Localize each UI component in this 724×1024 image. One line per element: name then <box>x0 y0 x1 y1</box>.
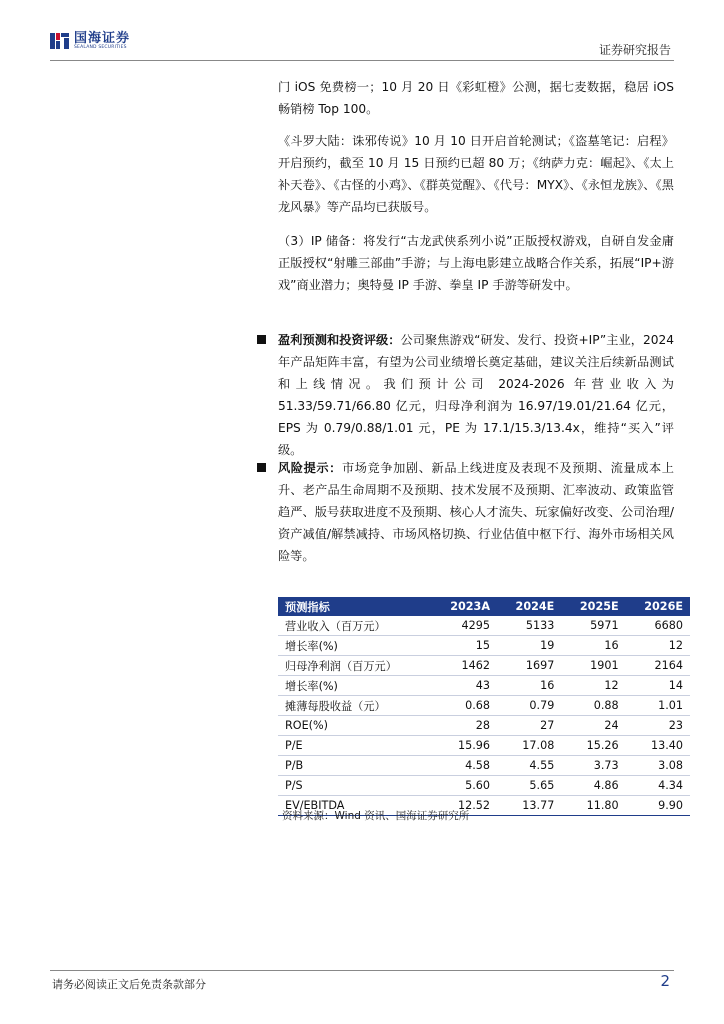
table-cell: 3.08 <box>626 756 690 776</box>
footer-divider <box>50 970 674 971</box>
table-row <box>278 656 690 676</box>
table-cell: 13.40 <box>626 736 690 756</box>
table-cell: 0.68 <box>431 696 497 716</box>
table-header-cell: 2023A <box>431 597 497 616</box>
table-cell: 4.55 <box>497 756 561 776</box>
table-row-label: ROE(%) <box>278 716 431 736</box>
table-cell: 9.90 <box>626 796 690 816</box>
forecast-table <box>278 597 690 816</box>
table-cell: 11.80 <box>561 796 625 816</box>
table-cell: 3.73 <box>561 756 625 776</box>
table-row <box>278 696 690 716</box>
logo-cn-text: 国海证券 <box>74 30 131 46</box>
table-cell: 23 <box>626 716 690 736</box>
paragraph-3: （3）IP 储备：将发行“古龙武侠系列小说”正版授权游戏，自研自发金庸正版授权“射雕三部曲”手游；与上海电影建立战略合作关系，拓展“IP+游戏”商业潜力；奥特曼 IP 手游、拳皇 IP 手游等研发中。 <box>278 234 674 292</box>
table-cell: 5.60 <box>431 776 497 796</box>
table-cell: 1.01 <box>626 696 690 716</box>
logo-mark-icon <box>50 31 70 51</box>
table-cell: 15.96 <box>431 736 497 756</box>
table-cell: 5.65 <box>497 776 561 796</box>
logo-en-text: SEALAND SECURITIES <box>74 44 127 50</box>
table-cell: 12 <box>561 676 625 696</box>
table-row <box>278 636 690 656</box>
bullet-square-icon <box>257 335 266 344</box>
table-cell: 5971 <box>561 616 625 636</box>
table-row <box>278 716 690 736</box>
table-header-cell: 2026E <box>626 597 690 616</box>
table-header-cell: 预测指标 <box>278 597 431 616</box>
table-row <box>278 756 690 776</box>
table-row-label: P/E <box>278 736 431 756</box>
report-type-title: 证券研究报告 <box>598 43 671 57</box>
table-cell: 2164 <box>626 656 690 676</box>
bullet-label: 风险提示： <box>278 461 342 475</box>
table-cell: 4.86 <box>561 776 625 796</box>
table-cell: 24 <box>561 716 625 736</box>
table-cell: 16 <box>497 676 561 696</box>
table-row <box>278 616 690 636</box>
table-cell: 4.34 <box>626 776 690 796</box>
bullet-text: 公司聚焦游戏“研发、发行、投资+IP”主业，2024 年产品矩阵丰富，有望为公司业绩增长奠定基础，建议关注后续新品测试和上线情况。我们预计公司 2024-2026 年营业收入为 51.33/59.71/66.80 亿元，归母净利润为 16.97/19.01/21.64 亿元，EPS 为 0.79/0.88/1.01 元，PE 为 17.1/15.3/13.4x，维持“买入”评级。 <box>278 333 675 457</box>
paragraph-1: 门 iOS 免费榜一；10 月 20 日《彩虹橙》公测，据七麦数据，稳居 iOS 畅销榜 Top 100。 <box>278 80 674 116</box>
table-cell: 28 <box>431 716 497 736</box>
company-logo <box>50 30 130 52</box>
table-row-label: 增长率(%) <box>278 676 431 696</box>
bullet-risk-warning <box>278 457 674 567</box>
table-cell: 19 <box>497 636 561 656</box>
table-cell: 6680 <box>626 616 690 636</box>
table-header-row <box>278 597 690 616</box>
table-row-label: 摊薄每股收益（元） <box>278 696 431 716</box>
table-cell: 13.77 <box>497 796 561 816</box>
header-divider <box>50 60 674 61</box>
table-cell: 14 <box>626 676 690 696</box>
table-row-label: P/B <box>278 756 431 776</box>
table-header-cell: 2025E <box>561 597 625 616</box>
table-cell: 4295 <box>431 616 497 636</box>
table-header-cell: 2024E <box>497 597 561 616</box>
table-row-label: P/S <box>278 776 431 796</box>
table-cell: 5133 <box>497 616 561 636</box>
table-cell: 0.88 <box>561 696 625 716</box>
table-row <box>278 736 690 756</box>
table-cell: 15.26 <box>561 736 625 756</box>
bullet-square-icon <box>257 463 266 472</box>
bullet-text: 市场竞争加剧、新品上线进度及表现不及预期、流量成本上升、老产品生命周期不及预期、技术发展不及预期、汇率波动、政策监管趋严、版号获取进度不及预期、核心人才流失、玩家偏好改变、公司治理/资产减值/解禁减持、市场风格切换、行业估值中枢下行、海外市场相关风险等。 <box>278 461 674 563</box>
table-source-note: 资料来源：Wind 资讯、国海证券研究所 <box>282 810 470 822</box>
table-row-label: 增长率(%) <box>278 636 431 656</box>
table-cell: 15 <box>431 636 497 656</box>
table-row-label: EV/EBITDA <box>278 796 431 816</box>
table-cell: 12 <box>626 636 690 656</box>
bullet-earnings-forecast <box>278 329 674 461</box>
table-cell: 1901 <box>561 656 625 676</box>
table-cell: 0.79 <box>497 696 561 716</box>
table-cell: 27 <box>497 716 561 736</box>
paragraph-2: 《斗罗大陆：诛邪传说》10 月 10 日开启首轮测试；《盗墓笔记：启程》开启预约，截至 10 月 15 日预约已超 80 万；《纳萨力克：崛起》、《太上补天卷》、《古怪的小鸡》、《群英觉醒》、《代号：MYX》、《永恒龙族》、《黑龙风暴》等产品均已获版号。 <box>278 134 674 214</box>
table-cell: 1462 <box>431 656 497 676</box>
table-cell: 12.52 <box>431 796 497 816</box>
table-cell: 1697 <box>497 656 561 676</box>
table-row-label: 归母净利润（百万元） <box>278 656 431 676</box>
table-row-label: 营业收入（百万元） <box>278 616 431 636</box>
table-row <box>278 776 690 796</box>
footer-disclaimer: 请务必阅读正文后免责条款部分 <box>52 978 206 991</box>
page-number: 2 <box>660 972 670 990</box>
table-cell: 43 <box>431 676 497 696</box>
table-row <box>278 676 690 696</box>
bullet-label: 盈利预测和投资评级： <box>278 333 401 347</box>
table-cell: 16 <box>561 636 625 656</box>
table-cell: 17.08 <box>497 736 561 756</box>
table-cell: 4.58 <box>431 756 497 776</box>
